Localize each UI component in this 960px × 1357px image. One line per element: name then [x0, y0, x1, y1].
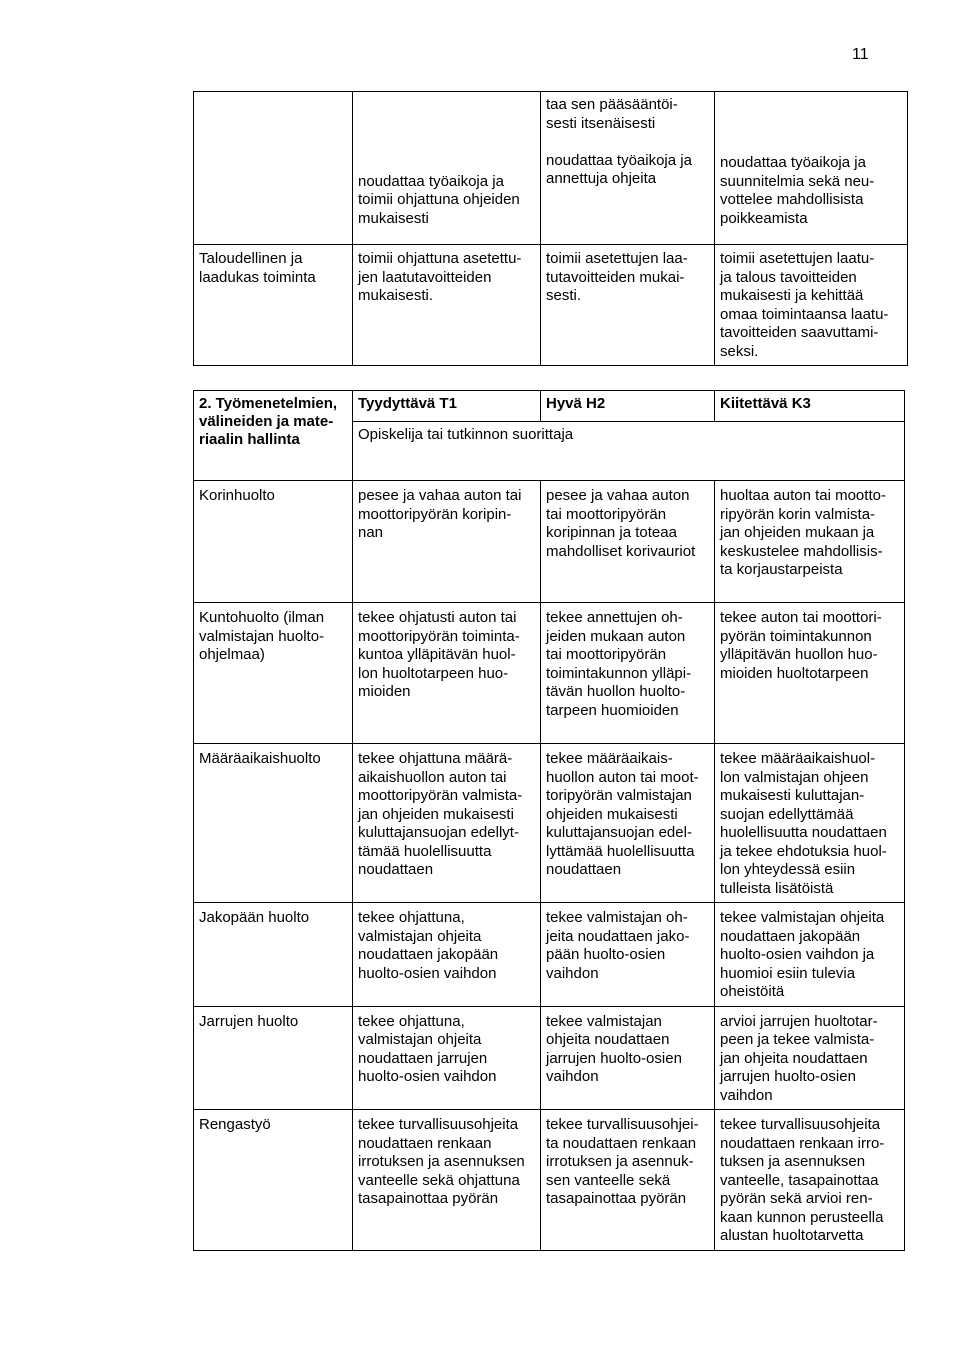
cell-text: tekee ohjattuna määrä- aikaishuollon auton tai moottoripyörän valmista- jan ohjeiden mukaisesti kuluttajansuojan edellyt- tämää huolellisuutta noudattaen — [358, 750, 523, 878]
table-cell — [715, 1006, 905, 1110]
section-title-text: 2. Työmenetelmien, välineiden ja mate- riaalin hallinta — [199, 395, 338, 448]
table-cell — [194, 1110, 353, 1251]
table-cell — [541, 245, 715, 366]
table-cell — [715, 1110, 905, 1251]
table-cell — [194, 903, 353, 1007]
table-cell — [541, 603, 715, 744]
table-cell — [194, 603, 353, 744]
page-number: 11 — [852, 46, 869, 63]
table-cell — [715, 603, 905, 744]
table-row — [194, 1110, 905, 1251]
row-label: Kuntohuolto (ilman valmistajan huolto- ohjelmaa) — [199, 609, 325, 663]
cell-text: tekee ohjatusti auton tai moottoripyörän toiminta- kuntoa ylläpitävän huol- lon huoltotarpeen huo- mioiden — [358, 609, 520, 700]
table-cell — [541, 744, 715, 903]
table-cell — [541, 481, 715, 603]
cell-text: pesee ja vahaa auton tai moottoripyörän koripin- nan — [358, 487, 522, 541]
assessment-table-part-2 — [193, 390, 905, 1251]
row-label: Taloudellinen ja laadukas toiminta — [199, 250, 316, 286]
table-cell — [353, 903, 541, 1007]
table-cell — [353, 1110, 541, 1251]
table-row — [194, 245, 908, 366]
cell-text: arvioi jarrujen huoltotar- peen ja tekee valmista- jan ohjeita noudattaen jarrujen huolto-osien vaihdon — [720, 1012, 878, 1104]
cell-text: tekee määräaikais- huollon auton tai moot- toripyörän valmistajan ohjeiden mukaisesti kuluttajansuojan edel- lyttämää huolellisuutta noudattaen — [546, 750, 699, 878]
table-cell — [194, 744, 353, 903]
cell-text: pesee ja vahaa auton tai moottoripyörän koripinnan ja toteaa mahdolliset korivauriot — [546, 487, 696, 560]
rating-header-k3: Kiitettävä K3 — [715, 391, 905, 422]
cell-text: toimii asetettujen laatu- ja talous tavoitteiden mukaisesti ja kehittää omaa toimintaansa laatu- tavoitteiden saavuttami- seksi. — [720, 250, 889, 360]
table-cell — [353, 92, 541, 245]
cell-text: tekee turvallisuusohjeita noudattaen renkaan irrotuksen ja asennuksen vanteelle sekä ohjattuna tasapainottaa pyörän — [358, 1116, 525, 1207]
table-cell — [715, 92, 908, 245]
assessment-table-part-1 — [193, 91, 908, 366]
table-cell — [353, 744, 541, 903]
table-cell — [194, 245, 353, 366]
table-row — [194, 744, 905, 903]
cell-text: tekee valmistajan ohjeita noudattaen jarrujen huolto-osien vaihdon — [546, 1012, 682, 1085]
section-title — [194, 391, 353, 481]
cell-text: noudattaa työaikoja ja suunnitelmia sekä neu- vottelee mahdollisista poikkeamista — [720, 154, 875, 227]
table-cell — [194, 481, 353, 603]
table-cell — [541, 1110, 715, 1251]
table-cell — [541, 92, 715, 245]
cell-text: tekee annettujen oh- jeiden mukaan auton tai moottoripyörän toimintakunnon ylläpi- tävän huollon huolto- tarpeen huomioiden — [546, 609, 692, 719]
table-cell — [194, 1006, 353, 1110]
row-label: Korinhuolto — [199, 487, 275, 504]
cell-text: toimii asetettujen laa- tutavoitteiden mukai- sesti. — [546, 250, 688, 304]
subheader: Opiskelija tai tutkinnon suorittaja — [353, 422, 905, 481]
table-cell — [715, 245, 908, 366]
row-label: Jakopään huolto — [199, 909, 310, 926]
table-row — [194, 1006, 905, 1110]
cell-text: tekee turvallisuusohjei- ta noudattaen renkaan irrotuksen ja asennuk- sen vanteelle sekä tasapainottaa pyörän — [546, 1116, 699, 1207]
cell-text: tekee auton tai moottori- pyörän toimintakunnon ylläpitävän huollon huo- mioiden huoltotarpeen — [720, 609, 882, 682]
table-cell — [353, 245, 541, 366]
table-row — [194, 92, 908, 245]
table-row — [194, 481, 905, 603]
table-row — [194, 903, 905, 1007]
row-label: Määräaikaishuolto — [199, 750, 321, 767]
table-cell — [715, 744, 905, 903]
cell-text: noudattaa työaikoja ja toimii ohjattuna ohjeiden mukaisesti — [358, 172, 520, 227]
table-cell — [194, 92, 353, 245]
cell-text: toimii ohjattuna asetettu- jen laatutavoitteiden mukaisesti. — [358, 250, 522, 304]
table-row — [194, 603, 905, 744]
rating-header-t1: Tyydyttävä T1 — [353, 391, 541, 422]
table-cell — [353, 1006, 541, 1110]
cell-text: tekee valmistajan ohjeita noudattaen jakopään huolto-osien vaihdon ja huomioi esiin tulevia oheistöitä — [720, 909, 885, 1000]
cell-text: tekee ohjattuna, valmistajan ohjeita noudattaen jakopään huolto-osien vaihdon — [358, 909, 499, 982]
cell-text: tekee valmistajan oh- jeita noudattaen jako- pään huolto-osien vaihdon — [546, 909, 690, 982]
cell-text: taa sen pääsääntöi- sesti itsenäisesti noudattaa työaikoja ja annettuja ohjeita — [546, 96, 692, 187]
table-cell — [353, 603, 541, 744]
row-label: Jarrujen huolto — [199, 1012, 299, 1030]
rating-header-h2: Hyvä H2 — [541, 391, 715, 422]
cell-text: tekee turvallisuusohjeita noudattaen renkaan irro- tuksen ja asennuksen vanteelle, tasapainottaa pyörän sekä arvioi ren- kaan kunnon perusteella alustan huoltotarvetta — [720, 1116, 885, 1244]
table-cell — [541, 903, 715, 1007]
cell-text: tekee ohjattuna, valmistajan ohjeita noudattaen jarrujen huolto-osien vaihdon — [358, 1012, 497, 1085]
cell-text: tekee määräaikaishuol- lon valmistajan ohjeen mukaisesti kuluttajan- suojan edellyttämää huolellisuutta noudattaen ja tekee ehdotuksia huol- lon yhteydessä esiin tulleista lisätöistä — [720, 750, 887, 897]
table-cell — [353, 481, 541, 603]
table-cell — [715, 903, 905, 1007]
row-label: Rengastyö — [199, 1116, 271, 1133]
table-cell — [715, 481, 905, 603]
table-header-row — [194, 391, 905, 422]
table-cell — [541, 1006, 715, 1110]
cell-text: huoltaa auton tai mootto- ripyörän korin valmista- jan ohjeiden mukaan ja keskustelee mahdollisis- ta korjaustarpeista — [720, 487, 886, 578]
